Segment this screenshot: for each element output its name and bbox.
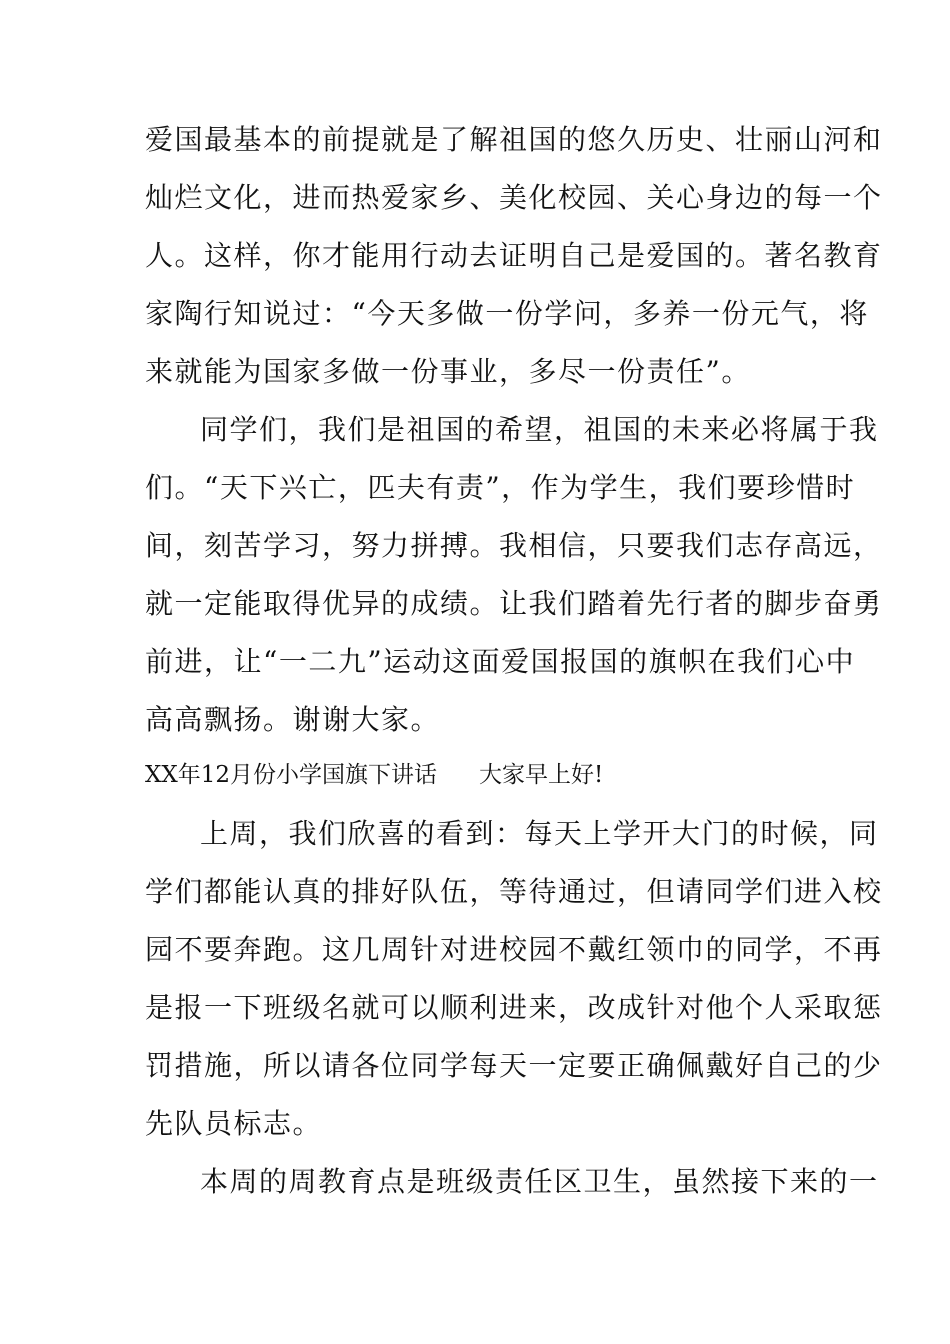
paragraph-start-line: 同学们，我们是祖国的希望，祖国的未来必将属于我 <box>200 413 879 446</box>
text-line: 们。“天下兴亡，匹夫有责”，作为学生，我们要珍惜时 <box>145 471 856 504</box>
text-line: 高高飘扬。谢谢大家。 <box>145 703 441 736</box>
text-line: 灿烂文化，进而热爱家乡、美化校园、关心身边的每一个 <box>145 181 883 214</box>
speech-heading <box>145 758 603 792</box>
text-line: 来就能为国家多做一份事业，多尽一份责任”。 <box>145 355 751 388</box>
text-line: 罚措施，所以请各位同学每天一定要正确佩戴好自己的少 <box>145 1049 883 1082</box>
paragraph-start-line: 本周的周教育点是班级责任区卫生，虽然接下来的一 <box>200 1165 879 1198</box>
text-line: 间，刻苦学习，努力拼搏。我相信，只要我们志存高远， <box>145 529 883 562</box>
speech-title: XX年12月份小学国旗下讲话 <box>145 762 438 788</box>
speech-greeting: 大家早上好! <box>479 762 604 788</box>
paragraph-start-line: 上周，我们欣喜的看到：每天上学开大门的时候，同 <box>200 817 879 850</box>
text-line: 家陶行知说过：“今天多做一份学问，多养一份元气，将 <box>145 297 869 330</box>
text-line: 前进，让“一二九”运动这面爱国报国的旗帜在我们心中 <box>145 645 856 678</box>
text-line: 爱国最基本的前提就是了解祖国的悠久历史、壮丽山河和 <box>145 123 883 156</box>
text-line: 学们都能认真的排好队伍，等待通过，但请同学们进入校 <box>145 875 883 908</box>
text-line: 园不要奔跑。这几周针对进校园不戴红领巾的同学，不再 <box>145 933 883 966</box>
text-line: 先队员标志。 <box>145 1107 323 1140</box>
text-line: 人。这样，你才能用行动去证明自己是爱国的。著名教育 <box>145 239 883 272</box>
text-line: 就一定能取得优异的成绩。让我们踏着先行者的脚步奋勇 <box>145 587 883 620</box>
text-line: 是报一下班级名就可以顺利进来，改成针对他个人采取惩 <box>145 991 883 1024</box>
